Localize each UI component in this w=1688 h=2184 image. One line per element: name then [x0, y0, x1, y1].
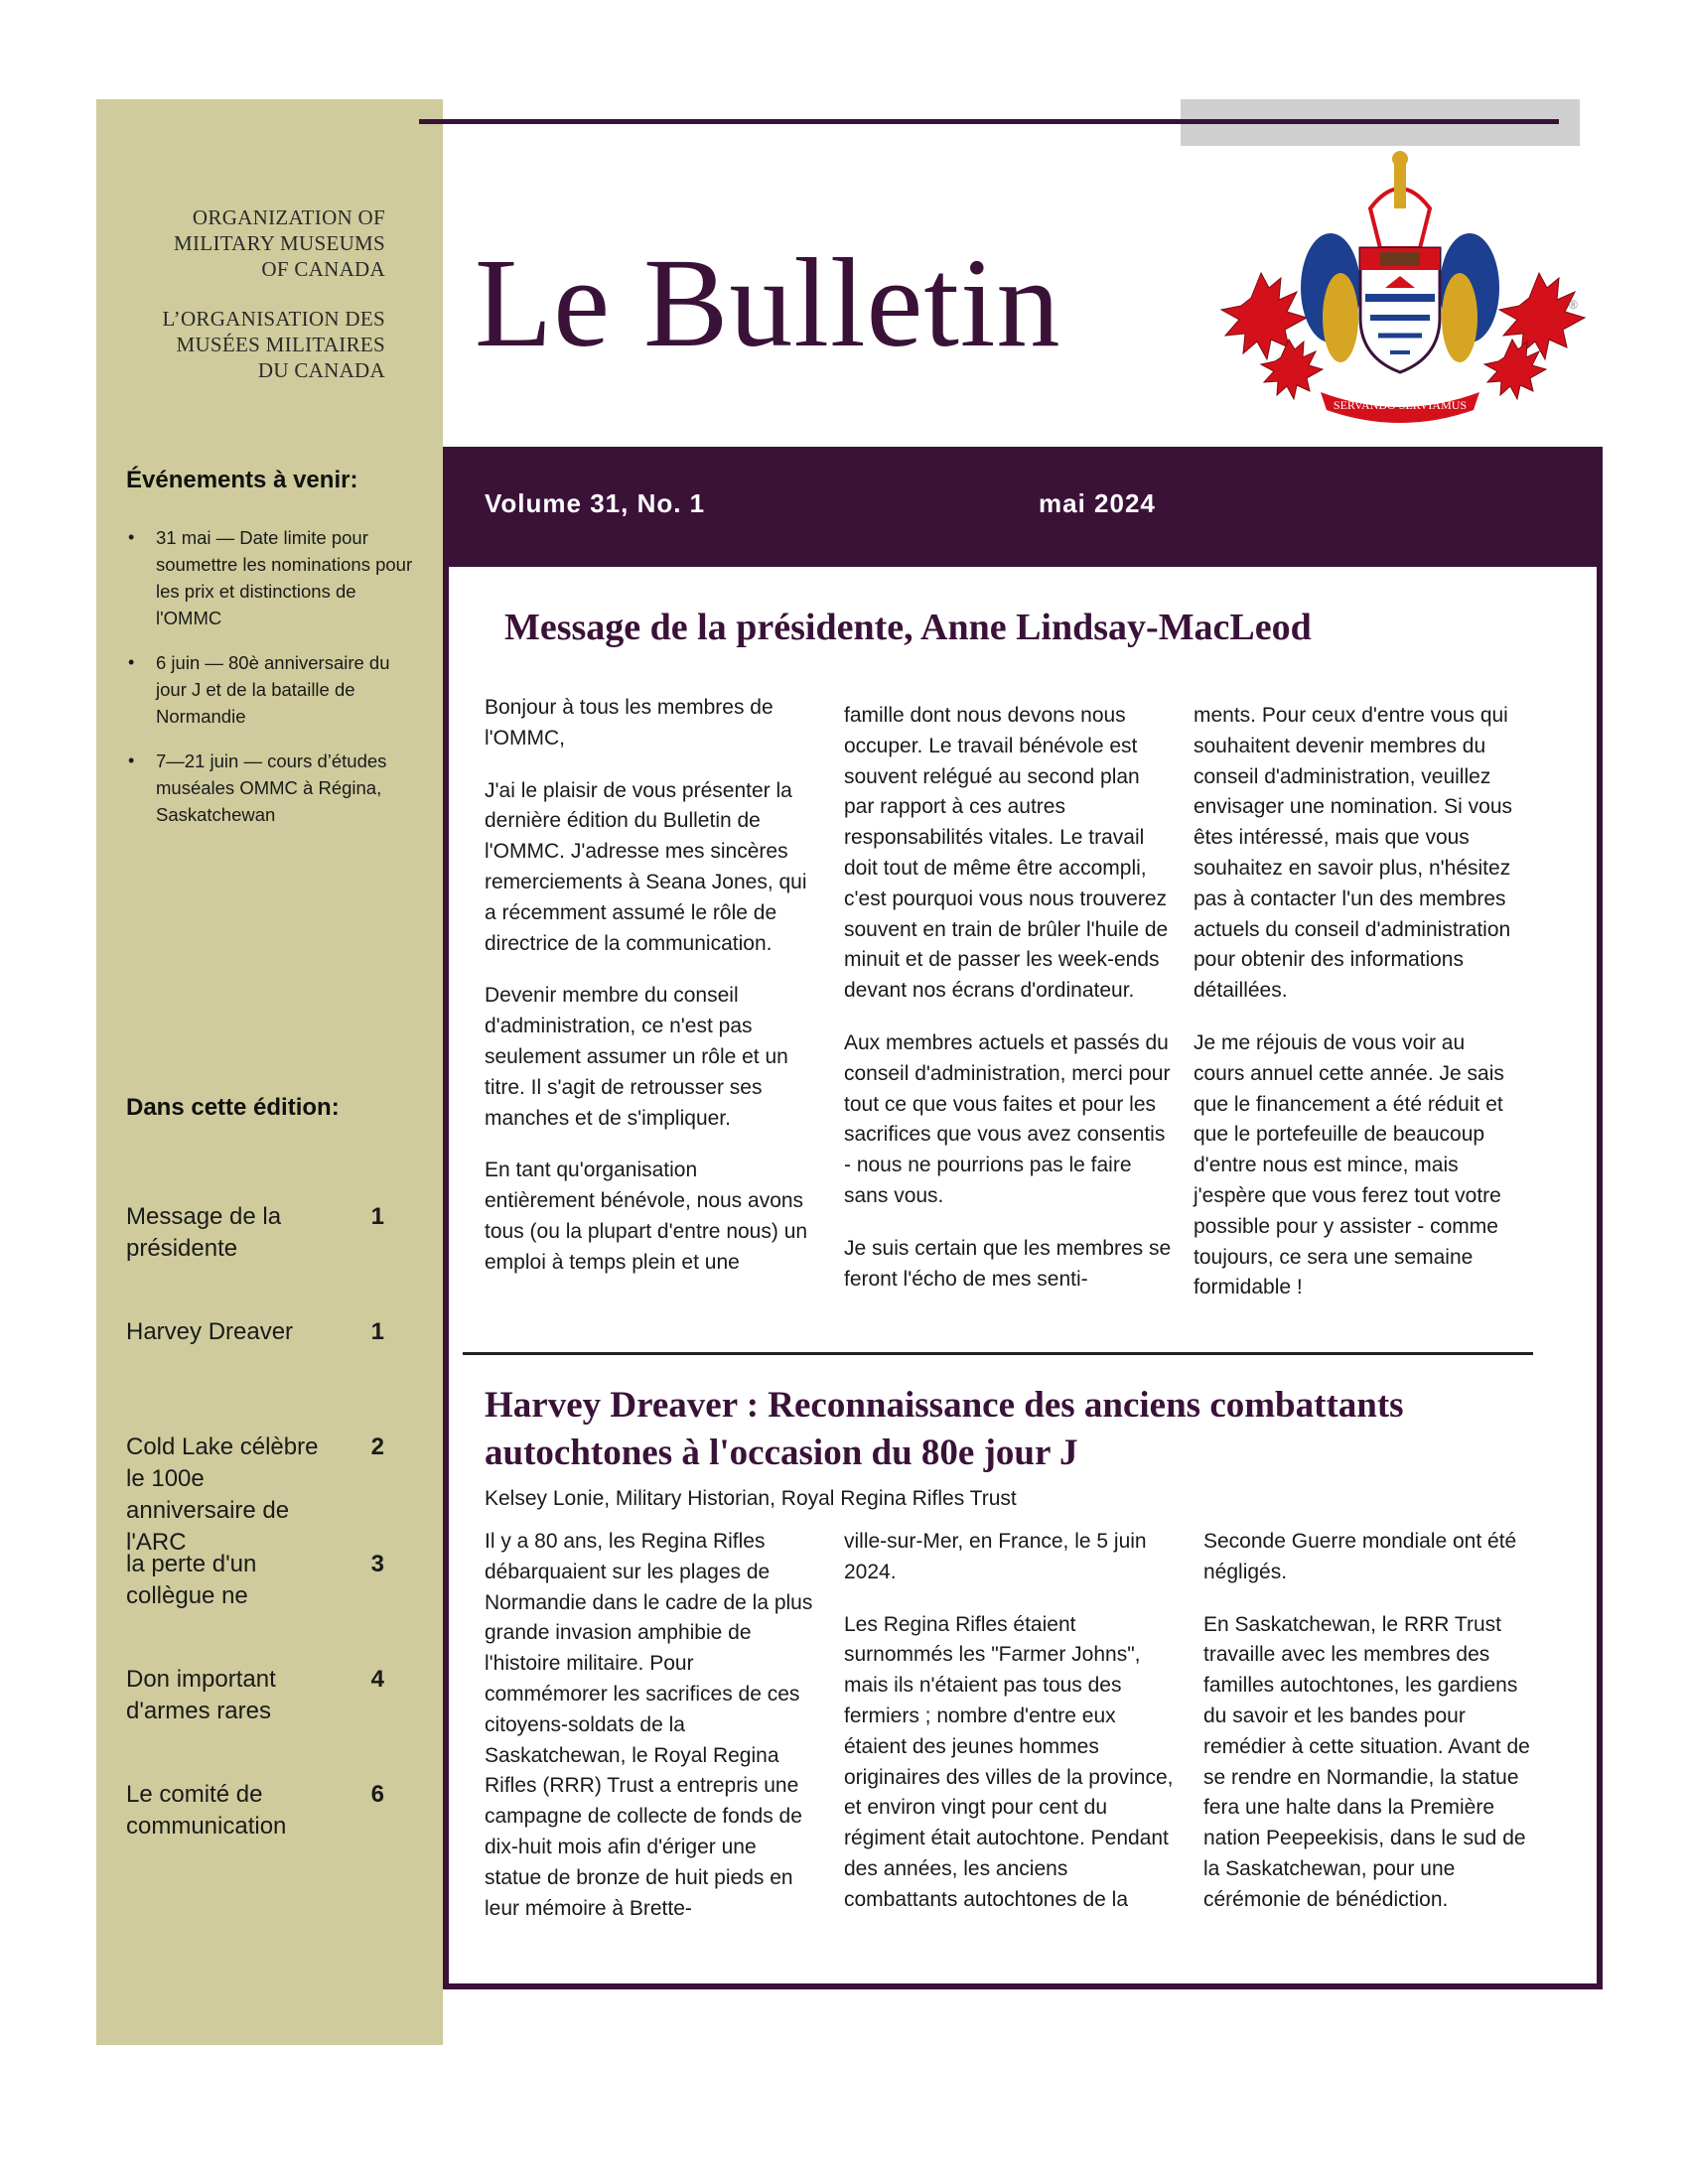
maple-leaf-icon — [1484, 273, 1585, 399]
article-column: Seconde Guerre mondiale ont été négligés. En Saskatchewan, le RRR Trust travaille avec les membres des familles autochtones, les gardiens du savoir et les bandes pour remédier à cette situation. Avant de se rendre en Normandie, la statue fera une halte dans la Première nation Peepeekisis, dans le sud de la Saskatchewan, pour une cérémonie de bénédiction. — [1203, 1530, 1530, 1911]
org-name-fr: L’ORGANISATION DES MUSÉES MILITAIRES DU CANADA — [162, 307, 385, 382]
article-column: Bonjour à tous les membres de l'OMMC, J'ai le plaisir de vous présenter la dernière édition du Bulletin de l'OMMC. J'adresse mes sincères remerciements à Seana Jones, qui a récemment assumé le rôle de directrice de la communication. Devenir membre du conseil d'administration, ce n'est pas seulement assumer un rôle et un titre. Il s'agit de retrousser ses manches et de s'impliquer. En tant qu'organisation entièrement bénévole, nous avons tous (ou la plupart d'entre nous) un emploi à temps plein et une — [485, 696, 808, 1274]
main-content-panel — [443, 447, 1603, 1989]
toc-item[interactable]: la perte d'un collègue ne 3 — [126, 1551, 384, 1609]
toc-item[interactable]: Message de la présidente 1 — [126, 1203, 384, 1262]
newsletter-title: Le Bulletin — [475, 232, 1061, 373]
article-column: Il y a 80 ans, les Regina Rifles débarquaient sur les plages de Normandie dans le cadre de la plus grande invasion amphibie de l'histoire militaire. Pour commémorer les sacrifices de ces citoyens-soldats de la Saskatchewan, le Royal Regina Rifles (RRR) Trust a entrepris une campagne de collecte de fonds de dix-huit mois afin d'ériger une statue de bronze de huit pieds en leur mémoire à Brette- — [485, 1530, 813, 1920]
toc-item[interactable]: Harvey Dreaver 1 — [126, 1316, 384, 1348]
article-column: famille dont nous devons nous occuper. Le travail bénévole est souvent relégué au second plan par rapport à ces autres responsabilités vitales. Le travail doit tout de même être accompli, c'est pourquoi vous nous trouverez souvent en train de brûler l'huile de minuit et de passer les week-ends devant nos écrans d'ordinateur. Aux membres actuels et passés du conseil d'administration, merci pour tout ce que vous faites et pour les sacrifices que vous avez consentis - nous ne pourrions pas le faire sans vous. Je suis certain que les membres se feront l'écho de mes senti- — [844, 704, 1172, 1291]
article-column: ville-sur-Mer, en France, le 5 juin 2024. Les Regina Rifles étaient surnommés les "Farmer Johns", mais ils n'étaient pas tous des fermiers ; nombre d'entre eux étaient des jeunes hommes originaires des villes de la province, et environ vingt pour cent du régiment était autochtone. Pendant des années, les anciens combattants autochtones de la — [844, 1530, 1174, 1911]
article-column: ments. Pour ceux d'entre vous qui souhaitent devenir membres du conseil d'administration, veuillez envisager une nomination. Si vous êtes intéressé, mais que vous souhaitez en savoir plus, n'hésitez pas à contacter l'un des membres actuels du conseil d'administration pour obtenir des informations détaillées. Je me réjouis de vous voir au cours annuel cette année. Je sais que le financement a été réduit et que le portefeuille de beaucoup d'entre nous est mince, mais j'espère que vous ferez tout votre possible pour y assister - comme toujours, ce sera une semaine formidable ! — [1194, 704, 1513, 1299]
toc-page-number: 2 — [370, 1433, 384, 1460]
organization-name — [162, 205, 385, 383]
toc-item[interactable]: Don important d'armes rares 4 — [126, 1666, 384, 1724]
events-list — [126, 524, 414, 846]
event-item: • 31 mai — Date limite pour soumettre les nominations pour les prix et distinctions de l'OMMC — [126, 524, 414, 631]
article-byline: Kelsey Lonie, Military Historian, Royal Regina Rifles Trust — [485, 1487, 1017, 1510]
issue-banner — [449, 453, 1597, 567]
toc-page-number: 1 — [370, 1203, 384, 1230]
toc-item[interactable]: Le comité de communication 6 — [126, 1781, 384, 1840]
sidebar — [96, 99, 443, 2045]
toc-heading: Dans cette édition: — [126, 1094, 340, 1121]
issue-date: mai 2024 — [1039, 488, 1156, 518]
issue-volume: Volume 31, No. 1 — [485, 488, 706, 518]
events-heading: Événements à venir: — [126, 467, 358, 493]
toc-page-number: 6 — [370, 1781, 384, 1808]
article-divider — [463, 1352, 1533, 1355]
article-title: Harvey Dreaver : Reconnaissance des anciens combattants autochtones à l'occasion du 80e jour J — [485, 1385, 1404, 1473]
crest-motto: SERVANDO SERVIAMUS — [1333, 398, 1468, 412]
registered-mark: ® — [1569, 298, 1578, 312]
org-name-en: ORGANIZATION OF MILITARY MUSEUMS OF CANADA — [174, 205, 385, 281]
article-title: Message de la présidente, Anne Lindsay-MacLeod — [504, 607, 1312, 648]
toc-page-number: 4 — [370, 1666, 384, 1693]
toc-page-number: 1 — [370, 1318, 384, 1345]
coat-of-arms-logo — [1211, 149, 1589, 427]
toc-item[interactable]: Cold Lake célèbre le 100e anniversaire de l'ARC 2 — [126, 1433, 384, 1556]
header-rule — [419, 119, 1559, 124]
event-item: • 7—21 juin — cours d’études muséales OMMC à Régina, Saskatchewan — [126, 748, 414, 828]
event-item: • 6 juin — 80è anniversaire du jour J et de la bataille de Normandie — [126, 649, 414, 730]
toc-page-number: 3 — [370, 1551, 384, 1577]
